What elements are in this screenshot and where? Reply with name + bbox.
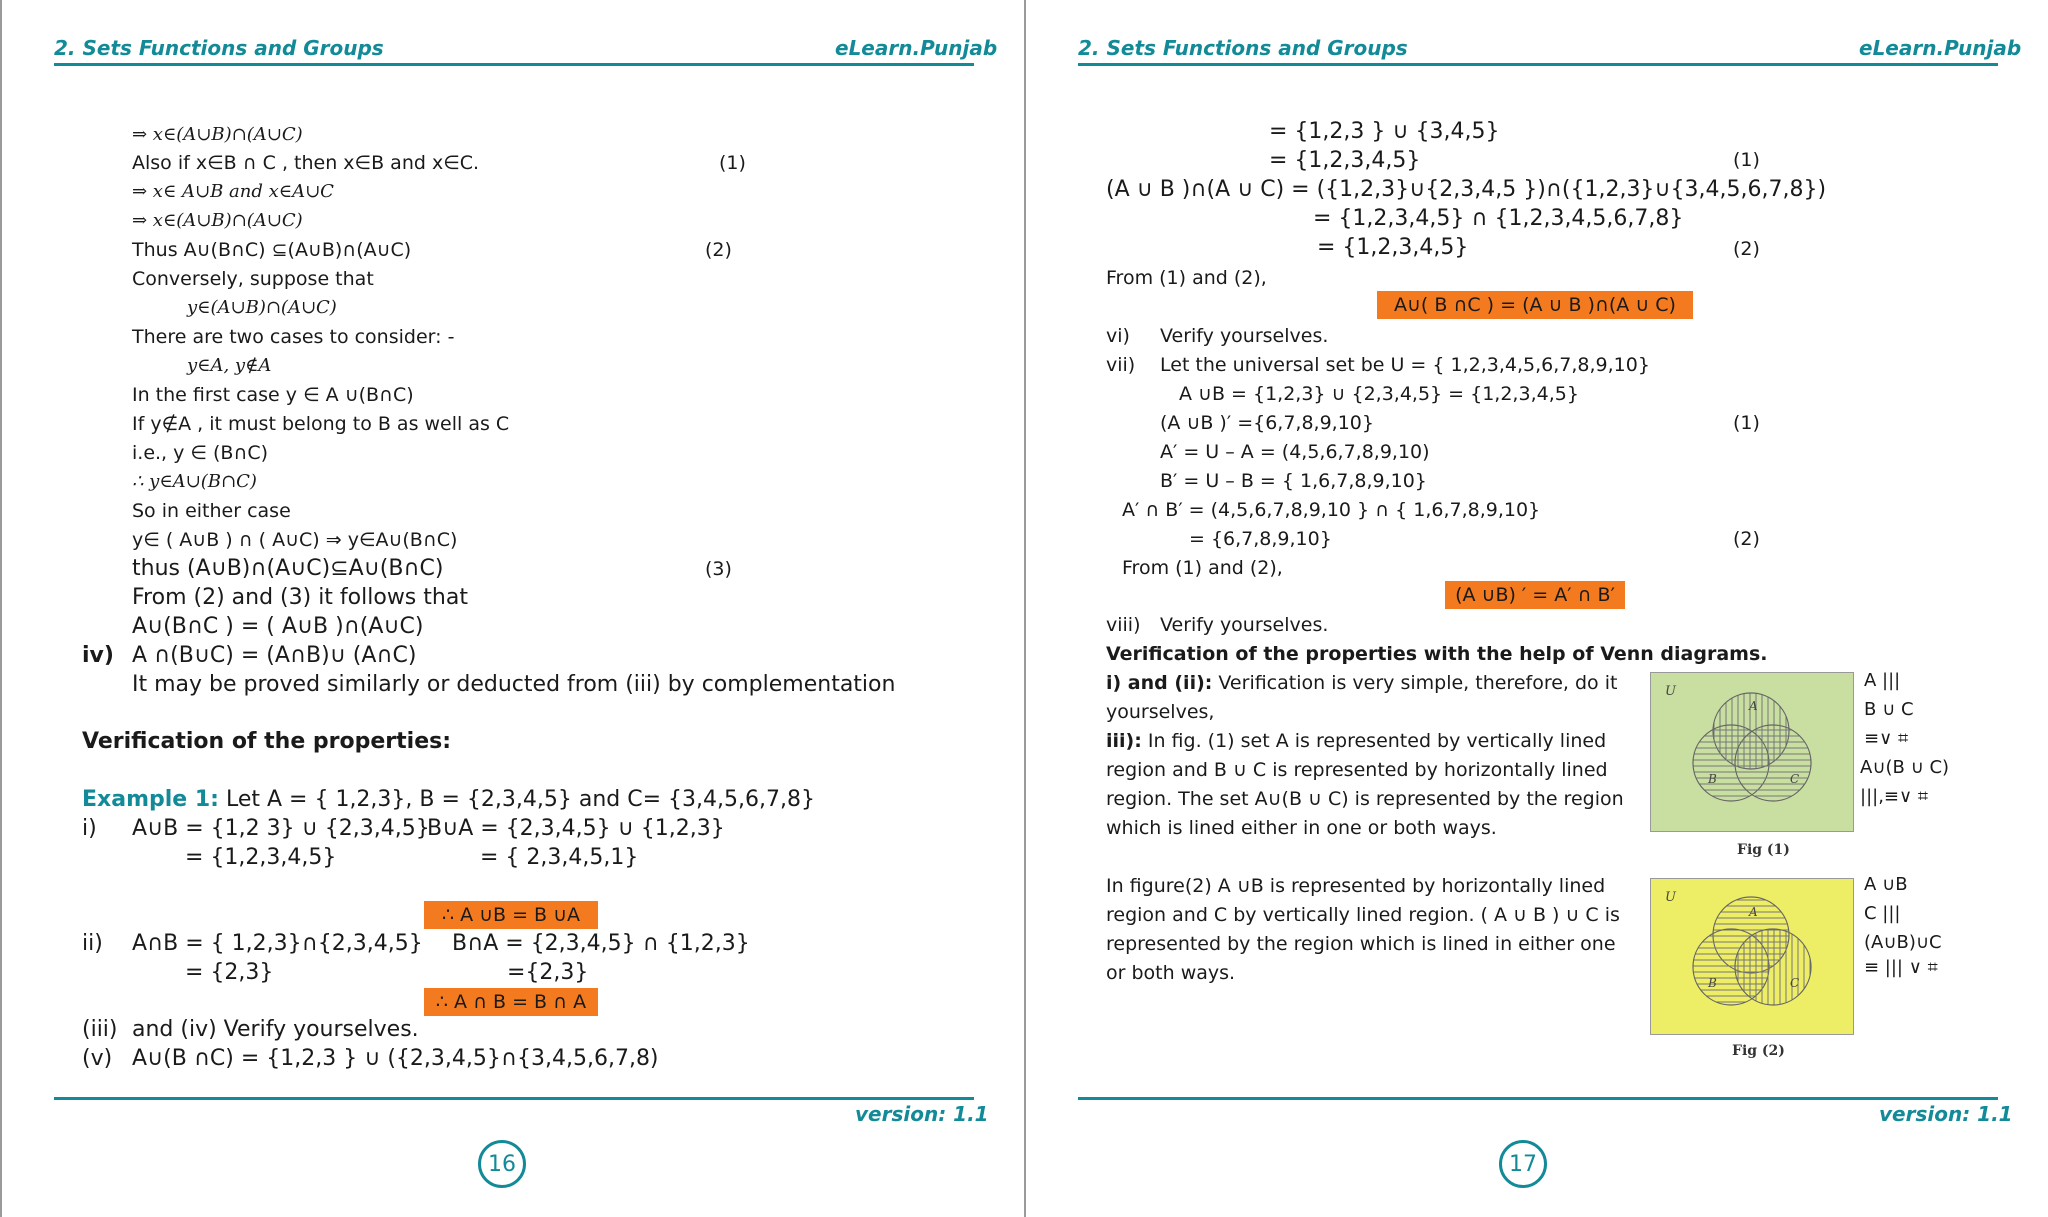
item-iv-note: It may be proved similarly or deducted from (iii) by complementation — [132, 672, 896, 697]
figure-caption: Fig (2) — [1732, 1043, 1785, 1059]
proof-line: A ∪B = {1,2,3} ∪ {2,3,4,5} = {1,2,3,4,5} — [1179, 383, 1579, 405]
header-rule — [54, 63, 974, 66]
equation-number: (3) — [705, 558, 732, 580]
fig-legend: A ∪B — [1864, 874, 1908, 895]
proof-line: Conversely, suppose that — [132, 268, 374, 290]
version-label: version: 1.1 — [1879, 1102, 2013, 1126]
proof-line: If y∉A , it must belong to B as well as C — [132, 413, 510, 435]
proof-line: B′ = U – B = { 1,6,7,8,9,10} — [1160, 470, 1427, 492]
fig-legend: |||,≡∨ ⌗ — [1860, 786, 1929, 807]
paragraph-line: region and C by vertically lined region. ( A ∪ B ) ∪ C is — [1106, 904, 1620, 926]
chapter-header: 2. Sets Functions and Groups — [1078, 36, 1408, 60]
example-text: Let A = { 1,2,3}, B = {2,3,4,5} and C= {3,4,5,6,7,8} — [218, 787, 815, 812]
section-title: Verification of the properties: — [82, 729, 452, 754]
proof-line: A∪(B∩C ) = ( A∪B )∩(A∪C) — [132, 614, 424, 639]
proof-line: Thus A∪(B∩C) ⊆(A∪B)∩(A∪C) — [132, 239, 412, 261]
venn-label-b: B — [1708, 772, 1717, 786]
footer-rule — [54, 1097, 974, 1100]
equation-number: (2) — [705, 239, 732, 261]
item-ii-label: ii) — [82, 931, 103, 956]
brand-header: eLearn.Punjab — [1859, 36, 2022, 60]
brand-header: eLearn.Punjab — [835, 36, 998, 60]
proof-line: A′ ∩ B′ = (4,5,6,7,8,9,10 } ∩ { 1,6,7,8,9,10} — [1122, 499, 1541, 521]
item-v-label: (v) — [82, 1046, 113, 1071]
proof-line: (A ∪ B )∩(A ∪ C) = ({1,2,3}∪{2,3,4,5 })∩({1,2,3}∪{3,4,5,6,7,8}) — [1106, 177, 1827, 202]
proof-line: ⇒ x∈ A∪B and x∈A∪C — [132, 181, 334, 202]
footer-rule — [1078, 1097, 1998, 1100]
venn-label-c: C — [1790, 772, 1800, 786]
page-number: 17 — [1499, 1140, 1547, 1188]
proof-line: (A ∪B )′ ={6,7,8,9,10} — [1160, 412, 1374, 434]
venn-svg — [1651, 673, 1853, 831]
item-ii-line: B∩A = {2,3,4,5} ∩ {1,2,3} — [452, 931, 750, 956]
proof-line: = {1,2,3 } ∪ {3,4,5} — [1269, 119, 1500, 144]
equation-number: (1) — [719, 152, 746, 174]
example-1 — [82, 786, 815, 814]
paragraph-text: In fig. (1) set A is represented by vertically lined — [1141, 730, 1607, 752]
fig-legend: B ∪ C — [1864, 699, 1914, 720]
proof-line: y∈(A∪B)∩(A∪C) — [187, 297, 337, 318]
proof-line: = {1,2,3,4,5} — [1317, 235, 1469, 260]
proof-line: In the first case y ∈ A ∪(B∩C) — [132, 384, 414, 406]
proof-line: i.e., y ∈ (B∩C) — [132, 442, 269, 464]
equation-number: (1) — [1733, 412, 1760, 434]
venn-section-title: Verification of the properties with the help of Venn diagrams. — [1106, 643, 1768, 665]
item-vii-text: Let the universal set be U = { 1,2,3,4,5,6,7,8,9,10} — [1160, 354, 1650, 376]
highlight-result: A∪( B ∩C ) = (A ∪ B )∩(A ∪ C) — [1377, 291, 1693, 319]
item-iv-label: iv) — [82, 643, 114, 668]
venn-label-c: C — [1790, 976, 1800, 990]
highlight-result: ∴ A ∪B = B ∪A — [424, 901, 598, 929]
venn-diagram-fig2 — [1650, 878, 1854, 1035]
header-rule — [1078, 63, 1998, 66]
paragraph-line — [1106, 670, 1617, 696]
proof-line: From (1) and (2), — [1122, 557, 1283, 579]
venn-label-a: A — [1749, 905, 1758, 919]
venn-label-u: U — [1665, 890, 1676, 905]
paragraph-label: iii): — [1106, 730, 1142, 752]
item-ii-line: A∩B = { 1,2,3}∩{2,3,4,5} — [132, 931, 423, 956]
proof-line: A′ = U – A = (4,5,6,7,8,9,10) — [1160, 441, 1430, 463]
fig-legend: A ||| — [1864, 670, 1901, 691]
item-ii-line: ={2,3} — [507, 960, 589, 985]
paragraph-line — [1106, 728, 1606, 754]
page-number: 16 — [478, 1140, 526, 1188]
page-16 — [0, 0, 1023, 1217]
figure-caption: Fig (1) — [1737, 842, 1790, 858]
item-i-label: i) — [82, 816, 97, 841]
item-viii-text: Verify yourselves. — [1160, 614, 1329, 636]
fig-legend: ≡ ||| ∨ ⌗ — [1864, 957, 1938, 978]
item-iv-text: A ∩(B∪C) = (A∩B)∪ (A∩C) — [132, 643, 417, 668]
proof-line: Also if x∈B ∩ C , then x∈B and x∈C. — [132, 152, 480, 174]
paragraph-line: region. The set A∪(B ∪ C) is represented by the region — [1106, 788, 1624, 810]
equation-number: (2) — [1733, 528, 1760, 550]
proof-line: thus (A∪B)∩(A∪C)⊆A∪(B∩C) — [132, 556, 444, 581]
venn-label-u: U — [1665, 684, 1676, 699]
item-viii-label: viii) — [1106, 614, 1141, 636]
proof-line: There are two cases to consider: - — [132, 326, 455, 348]
paragraph-line: represented by the region which is lined in either one — [1106, 933, 1616, 955]
proof-line: = {1,2,3,4,5} — [1269, 148, 1421, 173]
paragraph-line: In figure(2) A ∪B is represented by horizontally lined — [1106, 875, 1606, 897]
venn-label-a: A — [1749, 699, 1758, 713]
proof-line: ⇒ x∈(A∪B)∩(A∪C) — [132, 124, 303, 145]
proof-line: y∈A, y∉A — [187, 355, 272, 376]
venn-diagram-fig1 — [1650, 672, 1854, 832]
proof-line: From (1) and (2), — [1106, 267, 1267, 289]
fig-legend: ≡∨ ⌗ — [1864, 728, 1909, 749]
item-v-text: A∪(B ∩C) = {1,2,3 } ∪ ({2,3,4,5}∩{3,4,5,6,7,8) — [132, 1046, 659, 1071]
proof-line: = {6,7,8,9,10} — [1189, 528, 1332, 550]
proof-line: So in either case — [132, 500, 291, 522]
fig-legend: (A∪B)∪C — [1864, 932, 1942, 953]
chapter-header: 2. Sets Functions and Groups — [54, 36, 384, 60]
paragraph-line: region and B ∪ C is represented by horizontally lined — [1106, 759, 1608, 781]
item-vi-text: Verify yourselves. — [1160, 325, 1329, 347]
paragraph-text: Verification is very simple, therefore, do it — [1212, 672, 1618, 694]
item-i-line: B∪A = {2,3,4,5} ∪ {1,2,3} — [427, 816, 725, 841]
item-iii-text: and (iv) Verify yourselves. — [132, 1017, 419, 1042]
venn-label-b: B — [1708, 976, 1717, 990]
item-i-line: = {1,2,3,4,5} — [185, 845, 337, 870]
highlight-result: ∴ A ∩ B = B ∩ A — [424, 988, 598, 1016]
page-17 — [1024, 0, 2047, 1217]
equation-number: (2) — [1733, 238, 1760, 260]
item-i-line: = { 2,3,4,5,1} — [480, 845, 639, 870]
equation-number: (1) — [1733, 149, 1760, 171]
venn-svg — [1651, 879, 1853, 1034]
paragraph-line: which is lined either in one or both ways. — [1106, 817, 1497, 839]
paragraph-line: or both ways. — [1106, 962, 1236, 984]
item-iii-label: (iii) — [82, 1017, 118, 1042]
highlight-result: (A ∪B) ′ = A′ ∩ B′ — [1445, 581, 1625, 609]
example-label: Example 1: — [82, 787, 219, 812]
paragraph-label: i) and (ii): — [1106, 672, 1213, 694]
proof-line: ∴ y∈A∪(B∩C) — [132, 471, 257, 492]
item-ii-line: = {2,3} — [185, 960, 274, 985]
version-label: version: 1.1 — [855, 1102, 989, 1126]
item-i-line: A∪B = {1,2 3} ∪ {2,3,4,5} — [132, 816, 430, 841]
proof-line: ⇒ x∈(A∪B)∩(A∪C) — [132, 210, 303, 231]
proof-line: y∈ ( A∪B ) ∩ ( A∪C) ⇒ y∈A∪(B∩C) — [132, 529, 458, 551]
proof-line: From (2) and (3) it follows that — [132, 585, 468, 610]
paragraph-line: yourselves, — [1106, 701, 1215, 723]
fig-legend: C ||| — [1864, 903, 1901, 924]
item-vi-label: vi) — [1106, 325, 1130, 347]
proof-line: = {1,2,3,4,5} ∩ {1,2,3,4,5,6,7,8} — [1313, 206, 1684, 231]
fig-legend: A∪(B ∪ C) — [1860, 757, 1950, 778]
item-vii-label: vii) — [1106, 354, 1136, 376]
